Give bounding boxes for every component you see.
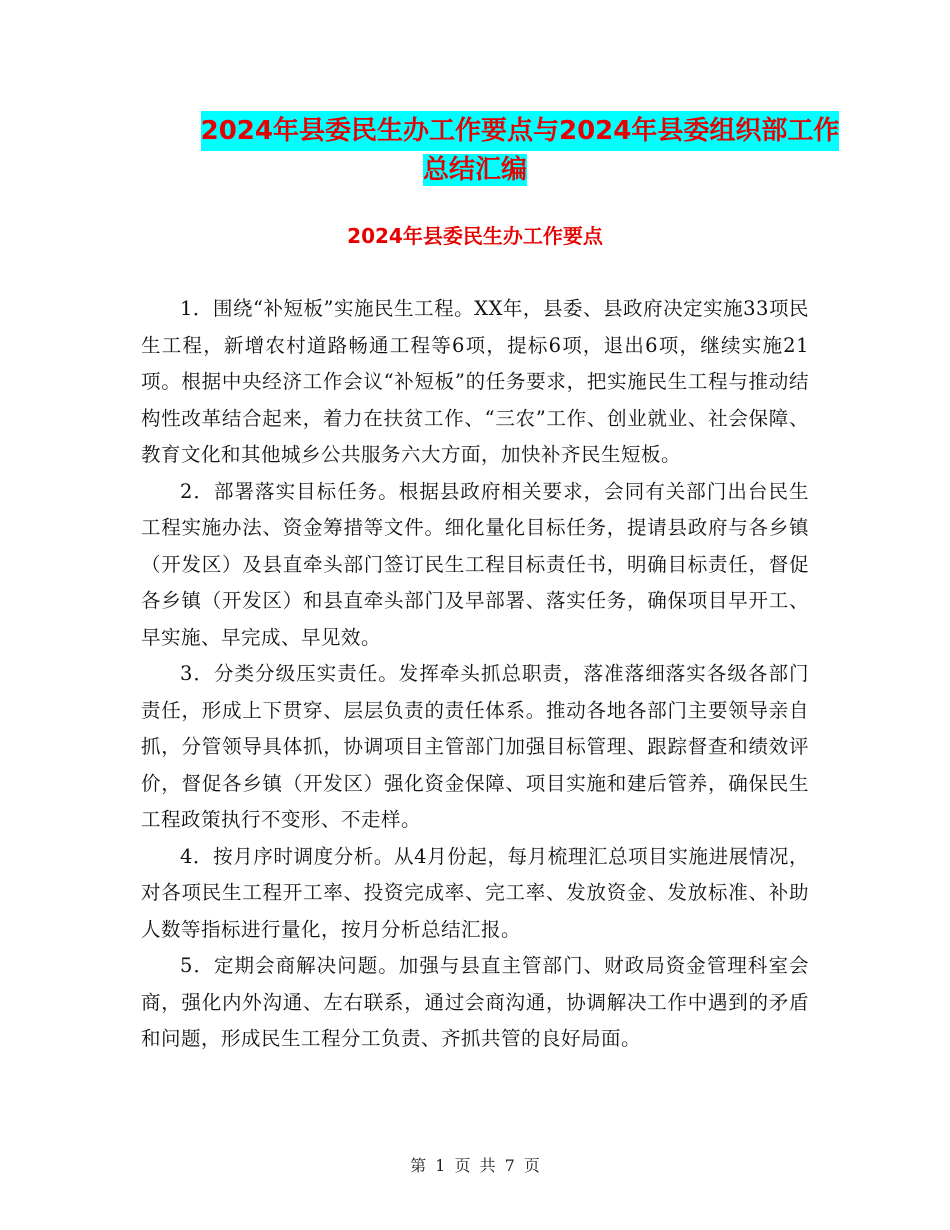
document-title-line-1: 2024年县委民生办工作要点与2024年县委组织部工作	[201, 111, 840, 151]
paragraph-2: 2．部署落实目标任务。根据县政府相关要求，会同有关部门出台民生工程实施办法、资金筹措等文件。细化量化目标任务，提请县政府与各乡镇（开发区）及县直牵头部门签订民生工程目标责任书，明确目标责任，督促各乡镇（开发区）和县直牵头部门及早部署、落实任务，确保项目早开工、早实施、早完成、早见效。	[141, 479, 809, 649]
paragraph-5: 5．定期会商解决问题。加强与县直主管部门、财政局资金管理科室会商，强化内外沟通、左右联系，通过会商沟通，协调解决工作中遇到的矛盾和问题，形成民生工程分工负责、齐抓共管的良好局面。	[141, 954, 809, 1050]
document-title	[0, 111, 950, 189]
paragraph-1: 1．围绕“补短板”实施民生工程。XX年，县委、县政府决定实施33项民生工程，新增农村道路畅通工程等6项，提标6项，退出6项，继续实施21项。根据中央经济工作会议“补短板”的任务要求，把实施民生工程与推动结构性改革结合起来，着力在扶贫工作、“三农”工作、创业就业、社会保障、教育文化和其他城乡公共服务六大方面，加快补齐民生短板。	[141, 297, 809, 466]
document-title-line-2: 总结汇编	[422, 155, 527, 185]
paragraph-4: 4．按月序时调度分析。从4月份起，每月梳理汇总项目实施进展情况，对各项民生工程开工率、投资完成率、完工率、发放资金、发放标准、补助人数等指标进行量化，按月分析总结汇报。	[141, 844, 809, 941]
document-body	[141, 291, 809, 1058]
page-footer: 第 1 页 共 7 页	[410, 1156, 540, 1175]
paragraph-3: 3．分类分级压实责任。发挥牵头抓总职责，落准落细落实各级各部门责任，形成上下贯穿、层层负责的责任体系。推动各地各部门主要领导亲自抓，分管领导具体抓，协调项目主管部门加强目标管理、跟踪督查和绩效评价，督促各乡镇（开发区）强化资金保障、项目实施和建后管养，确保民生工程政策执行不变形、不走样。	[141, 662, 809, 831]
section-title: 2024年县委民生办工作要点	[347, 224, 603, 248]
